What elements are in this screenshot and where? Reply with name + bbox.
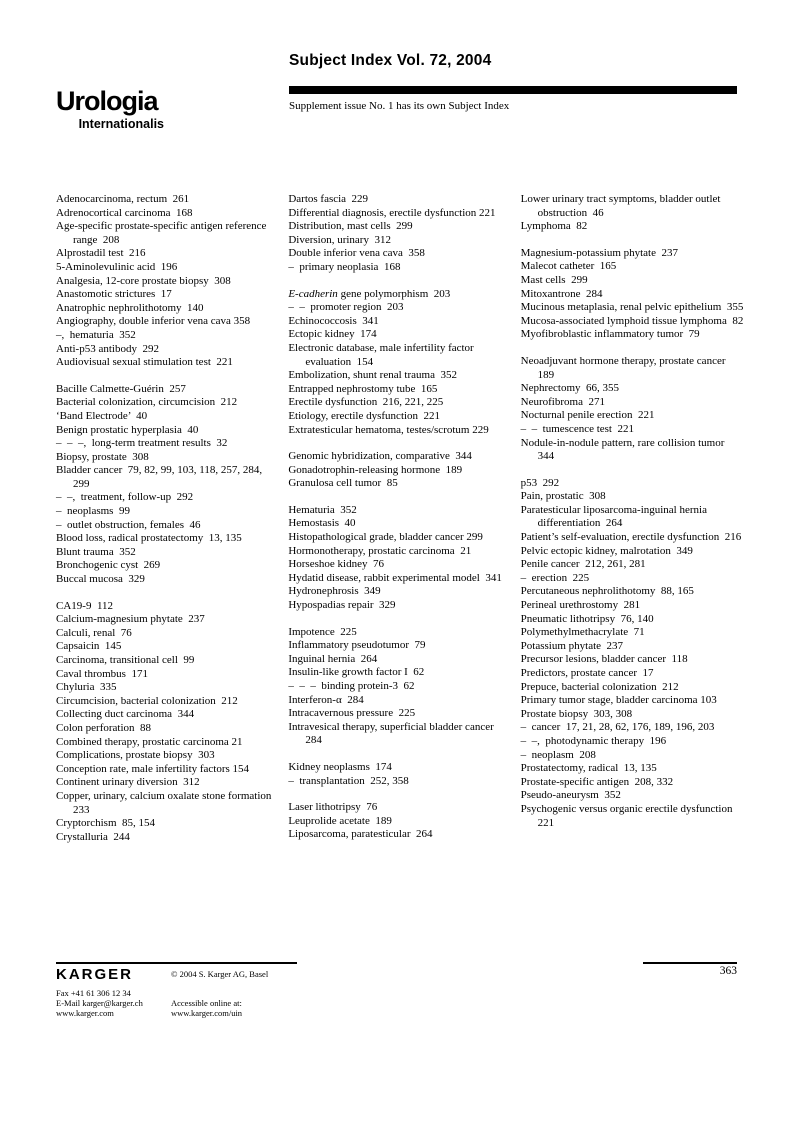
index-entry: Age-specific prostate-specific antigen reference range 208	[56, 220, 270, 246]
index-column-1	[56, 193, 281, 857]
index-entry: Prostate biopsy 303, 308	[520, 707, 633, 720]
online-access-url: www.karger.com/uin	[171, 1007, 243, 1018]
index-entry: Echinococcosis 341	[288, 314, 379, 327]
index-entry: Intravesical therapy, superficial bladder cancer 284	[288, 720, 500, 747]
index-entry: Precursor lesions, bladder cancer 118	[520, 653, 688, 666]
index-group	[521, 355, 746, 464]
index-entry: Prepuce, bacterial colonization 212	[520, 680, 679, 693]
index-entry: p53 292	[520, 476, 560, 489]
index-group	[288, 801, 513, 842]
journal-logo-name: Urologia	[56, 86, 158, 116]
index-group	[521, 477, 746, 830]
index-entry: Anti-p53 antibody 292	[56, 342, 159, 355]
index-entry: Genomic hybridization, comparative 344	[288, 450, 472, 463]
index-group	[521, 247, 746, 342]
index-entry: – – promoter region 203	[288, 301, 404, 314]
index-entry: Calcium-magnesium phytate 237	[56, 613, 205, 626]
index-entry: Gonadotrophin-releasing hormone 189	[288, 463, 463, 476]
index-entry: Prostate-specific antigen 208, 332	[520, 775, 674, 788]
index-entry: Double inferior vena cava 358	[288, 247, 425, 260]
index-entry: Percutaneous nephrolithotomy 88, 165	[520, 585, 694, 598]
index-entry: Granulosa cell tumor 85	[288, 477, 398, 490]
index-entry: Magnesium-potassium phytate 237	[520, 246, 678, 259]
index-entry: Psychogenic versus organic erectile dysfunction 221	[520, 802, 738, 829]
index-entry: Lymphoma 82	[520, 220, 588, 233]
publisher-fax: Fax +41 61 306 12 34	[56, 988, 131, 998]
index-entry: Benign prostatic hyperplasia 40	[56, 423, 199, 436]
index-entry: – neoplasm 208	[520, 748, 596, 761]
supplement-note: Supplement issue No. 1 has its own Subject Index	[289, 100, 510, 112]
index-entry: Nephrectomy 66, 355	[520, 382, 620, 395]
index-entry: Differential diagnosis, erectile dysfunction 221	[288, 206, 496, 219]
index-entry: Colon perforation 88	[56, 721, 152, 734]
index-entry: Ectopic kidney 174	[288, 328, 377, 341]
index-group	[288, 504, 513, 613]
index-entry: – – –, long-term treatment results 32	[56, 437, 228, 450]
index-entry: Bladder cancer 79, 82, 99, 103, 118, 257, 284, 299	[56, 464, 265, 490]
page-title: Subject Index Vol. 72, 2004	[289, 52, 492, 69]
index-entry: Interferon-α 284	[288, 693, 364, 706]
index-entry: Erectile dysfunction 216, 221, 225	[288, 396, 444, 409]
index-column-2	[288, 193, 513, 855]
index-entry: Kidney neoplasms 174	[288, 760, 392, 773]
online-access	[171, 999, 242, 1019]
index-entry: Mucosa-associated lymphoid tissue lymphoma 82	[520, 314, 744, 327]
index-entry: – –, treatment, follow-up 292	[56, 491, 194, 504]
index-entry: Anastomotic strictures 17	[56, 288, 172, 301]
index-group	[288, 626, 513, 748]
index-entry: Bronchogenic cyst 269	[56, 559, 161, 572]
subject-index	[56, 193, 746, 857]
index-group	[288, 193, 513, 275]
index-entry: 5-Aminolevulinic acid 196	[56, 260, 178, 273]
index-entry: Entrapped nephrostomy tube 165	[288, 382, 438, 395]
index-entry: E-cadherin gene polymorphism 203	[288, 287, 451, 300]
index-entry: Complications, prostate biopsy 303	[56, 749, 215, 762]
index-entry: – transplantation 252, 358	[288, 774, 409, 787]
index-entry: Chyluria 335	[56, 681, 117, 694]
index-entry: Pneumatic lithotripsy 76, 140	[520, 612, 654, 625]
index-entry: Neurofibroma 271	[520, 395, 605, 408]
page-number: 363	[719, 965, 737, 977]
index-entry: Polymethylmethacrylate 71	[520, 626, 645, 639]
publisher-website: www.karger.com	[56, 1007, 114, 1018]
index-entry: Copper, urinary, calcium oxalate stone formation 233	[56, 789, 277, 816]
index-entry: Neoadjuvant hormone therapy, prostate cancer 189	[520, 354, 731, 381]
index-entry: Penile cancer 212, 261, 281	[520, 558, 646, 571]
index-entry: Inguinal hernia 264	[288, 652, 378, 665]
index-entry: Intracavernous pressure 225	[288, 707, 416, 720]
index-entry: Leuprolide acetate 189	[288, 814, 392, 827]
copyright-notice: © 2004 S. Karger AG, Basel	[171, 969, 269, 979]
index-entry: Pain, prostatic 308	[520, 490, 606, 503]
index-entry: Bacille Calmette-Guérin 257	[56, 382, 186, 395]
index-entry: Collecting duct carcinoma 344	[56, 708, 195, 721]
index-entry: Perineal urethrostomy 281	[520, 599, 641, 612]
index-entry: Angiography, double inferior vena cava 358	[56, 315, 251, 328]
index-entry: Histopathological grade, bladder cancer 299	[288, 531, 483, 544]
index-entry: ‘Band Electrode’ 40	[56, 409, 148, 422]
index-entry: Primary tumor stage, bladder carcinoma 103	[520, 694, 717, 707]
index-entry: Liposarcoma, paratesticular 264	[288, 828, 433, 841]
index-entry: Horseshoe kidney 76	[288, 558, 384, 571]
index-entry: Mucinous metaplasia, renal pelvic epithelium 355	[520, 301, 744, 314]
index-entry: Pelvic ectopic kidney, malrotation 349	[520, 544, 693, 557]
index-entry: Hormonotherapy, prostatic carcinoma 21	[288, 544, 472, 557]
index-entry: Hydronephrosis 349	[288, 585, 381, 598]
index-entry: Anatrophic nephrolithotomy 140	[56, 301, 204, 314]
index-entry: Caval thrombus 171	[56, 667, 148, 680]
index-entry: – neoplasms 99	[56, 505, 130, 518]
index-entry: Lower urinary tract symptoms, bladder outlet obstruction 46	[520, 193, 724, 219]
index-entry: Embolization, shunt renal trauma 352	[288, 369, 457, 382]
index-entry: Cryptorchism 85, 154	[56, 817, 155, 830]
index-entry: Hydatid disease, rabbit experimental model 341	[288, 571, 502, 584]
index-entry: Potassium phytate 237	[520, 639, 624, 652]
index-entry: Dartos fascia 229	[288, 193, 369, 205]
publisher-contact	[56, 989, 143, 1018]
index-entry: Capsaicin 145	[56, 640, 122, 653]
index-entry: Laser lithotripsy 76	[288, 801, 378, 814]
index-entry: – –, photodynamic therapy 196	[520, 734, 667, 747]
index-entry: Paratesticular liposarcoma-inguinal hernia differentiation 264	[520, 503, 710, 530]
index-entry: Hemostasis 40	[288, 517, 356, 530]
index-entry: CA19-9 112	[56, 599, 114, 612]
index-entry: Hematuria 352	[288, 503, 357, 516]
index-entry: Combined therapy, prostatic carcinoma 21	[56, 735, 243, 748]
index-group	[56, 383, 281, 587]
index-entry: – erection 225	[520, 571, 590, 584]
index-entry: Circumcision, bacterial colonization 212	[56, 694, 238, 707]
header-rule	[289, 86, 737, 94]
index-entry: – outlet obstruction, females 46	[56, 518, 201, 531]
index-entry: Analgesia, 12-core prostate biopsy 308	[56, 274, 231, 287]
index-group	[56, 600, 281, 845]
index-entry: Etiology, erectile dysfunction 221	[288, 409, 441, 422]
index-entry: – primary neoplasia 168	[288, 260, 401, 273]
index-entry: Impotence 225	[288, 625, 357, 638]
index-entry: Audiovisual sexual stimulation test 221	[56, 356, 233, 369]
index-entry: Distribution, mast cells 299	[288, 220, 413, 233]
index-entry: Continent urinary diversion 312	[56, 776, 200, 789]
index-group	[288, 761, 513, 788]
index-entry: – – tumescence test 221	[520, 422, 634, 435]
index-entry: Hypospadias repair 329	[288, 599, 396, 612]
index-entry: Buccal mucosa 329	[56, 573, 145, 586]
index-entry: Bacterial colonization, circumcision 212	[56, 396, 238, 409]
journal-logo	[56, 88, 164, 131]
index-group	[56, 193, 281, 370]
index-entry: Malecot catheter 165	[520, 260, 617, 273]
index-entry: Blunt trauma 352	[56, 545, 136, 558]
index-entry: Biopsy, prostate 308	[56, 450, 149, 463]
index-entry: Adrenocortical carcinoma 168	[56, 206, 193, 219]
index-group	[288, 450, 513, 491]
index-entry: Inflammatory pseudotumor 79	[288, 639, 426, 652]
index-entry: Patient’s self-evaluation, erectile dysfunction 216	[520, 531, 742, 544]
publisher-logo: KARGER	[56, 966, 134, 983]
index-entry: Electronic database, male infertility factor evaluation 154	[288, 341, 477, 368]
online-access-label: Accessible online at:	[171, 998, 242, 1008]
index-group	[288, 288, 513, 438]
index-entry: Nodule-in-nodule pattern, rare collision tumor 344	[520, 436, 730, 463]
index-entry: Conception rate, male infertility factors 154	[56, 762, 250, 775]
index-entry: Diversion, urinary 312	[288, 233, 391, 246]
index-entry: Myofibroblastic inflammatory tumor 79	[520, 328, 700, 341]
index-column-3	[521, 193, 746, 843]
index-entry: Prostatectomy, radical 13, 135	[520, 762, 657, 775]
index-entry: Adenocarcinoma, rectum 261	[56, 193, 190, 205]
publisher-email: E-Mail karger@karger.ch	[56, 997, 143, 1008]
index-entry: – – – binding protein-3 62	[288, 680, 415, 692]
index-entry: Predictors, prostate cancer 17	[520, 667, 654, 679]
index-entry: Carcinoma, transitional cell 99	[56, 654, 195, 666]
index-entry: Blood loss, radical prostatectomy 13, 135	[56, 532, 242, 545]
index-entry: Alprostadil test 216	[56, 247, 146, 260]
index-entry: Nocturnal penile erection 221	[520, 409, 655, 422]
index-entry: –, hematuria 352	[56, 328, 136, 341]
index-entry: Extratesticular hematoma, testes/scrotum 229	[288, 423, 489, 436]
index-group	[521, 193, 746, 234]
footer-rule-right	[643, 962, 737, 964]
index-entry: Pseudo-aneurysm 352	[520, 789, 621, 802]
index-entry: Calculi, renal 76	[56, 626, 132, 639]
index-entry: Crystalluria 244	[56, 830, 130, 843]
index-entry: Mast cells 299	[520, 273, 588, 286]
journal-logo-subname: Internationalis	[78, 117, 164, 131]
index-entry: – cancer 17, 21, 28, 62, 176, 189, 196, 203	[520, 721, 715, 734]
index-entry: Insulin-like growth factor I 62	[288, 666, 425, 679]
footer-rule-left	[56, 962, 297, 964]
index-entry: Mitoxantrone 284	[520, 287, 603, 300]
